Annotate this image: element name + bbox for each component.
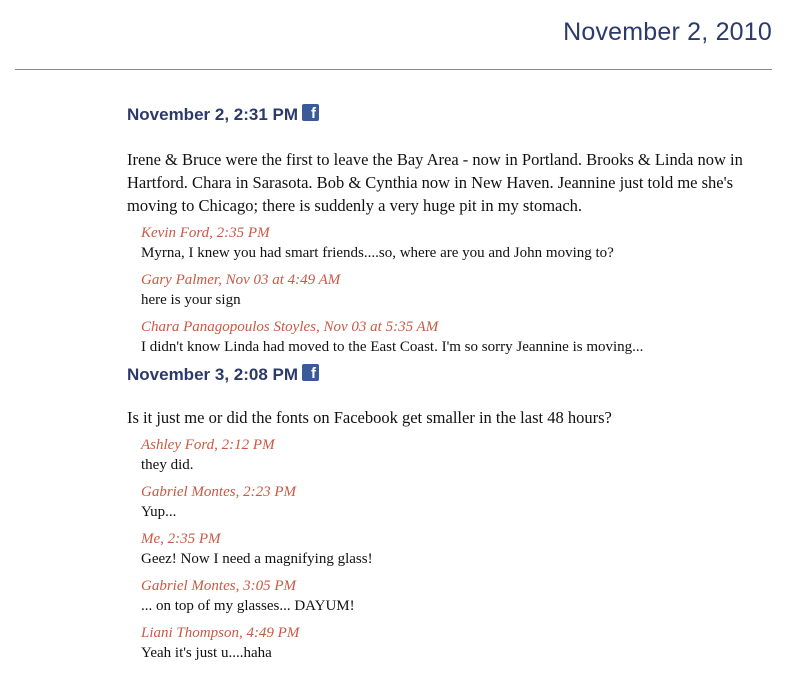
post-timestamp: November 3, 2:08 PM [127, 365, 299, 384]
comment-author-time: Chara Panagopoulos Stoyles, Nov 03 at 5:35 AM [141, 319, 439, 335]
comment-text: Geez! Now I need a magnifying glass! [141, 551, 373, 567]
post [127, 102, 777, 358]
comment-author-time: Me, 2:35 PM [141, 531, 221, 547]
comment [141, 482, 777, 523]
comment [141, 576, 777, 617]
comment [141, 435, 777, 476]
post-body: Irene & Bruce were the first to leave the Bay Area - now in Portland. Brooks & Linda now in Hartford. Chara in Sarasota. Bob & Cynthia now in New Haven. Jeannine just told me she's moving to Chicago; there is suddenly a very huge pit in my stomach. [127, 150, 743, 215]
comment-text: I didn't know Linda had moved to the East Coast. I'm so sorry Jeannine is moving... [141, 339, 644, 355]
comment [141, 529, 777, 570]
comment-text: Myrna, I knew you had smart friends....so, where are you and John moving to? [141, 245, 614, 261]
comment-text: they did. [141, 457, 194, 473]
comment-text: ... on top of my glasses... DAYUM! [141, 598, 355, 614]
comment [141, 623, 777, 664]
post-timestamp: November 2, 2:31 PM [127, 105, 299, 124]
facebook-icon[interactable]: f [302, 364, 319, 381]
post-header [127, 362, 777, 388]
comment-list [141, 435, 777, 664]
comment-list [141, 223, 777, 358]
comment-author-time: Gabriel Montes, 2:23 PM [141, 484, 296, 500]
comment [141, 270, 777, 311]
posts-feed [127, 102, 777, 670]
header-divider [15, 69, 772, 70]
comment-text: Yeah it's just u....haha [141, 645, 272, 661]
comment [141, 223, 777, 264]
page-date: November 2, 2010 [563, 18, 772, 46]
post-header [127, 102, 777, 128]
comment [141, 317, 777, 358]
comment-author-time: Liani Thompson, 4:49 PM [141, 625, 300, 641]
comment-author-time: Gary Palmer, Nov 03 at 4:49 AM [141, 272, 341, 288]
post-body: Is it just me or did the fonts on Facebook get smaller in the last 48 hours? [127, 408, 612, 427]
comment-author-time: Ashley Ford, 2:12 PM [141, 437, 275, 453]
facebook-icon[interactable]: f [302, 104, 319, 121]
comment-text: here is your sign [141, 292, 241, 308]
post [127, 362, 777, 664]
comment-author-time: Kevin Ford, 2:35 PM [141, 225, 270, 241]
comment-author-time: Gabriel Montes, 3:05 PM [141, 578, 296, 594]
comment-text: Yup... [141, 504, 177, 520]
